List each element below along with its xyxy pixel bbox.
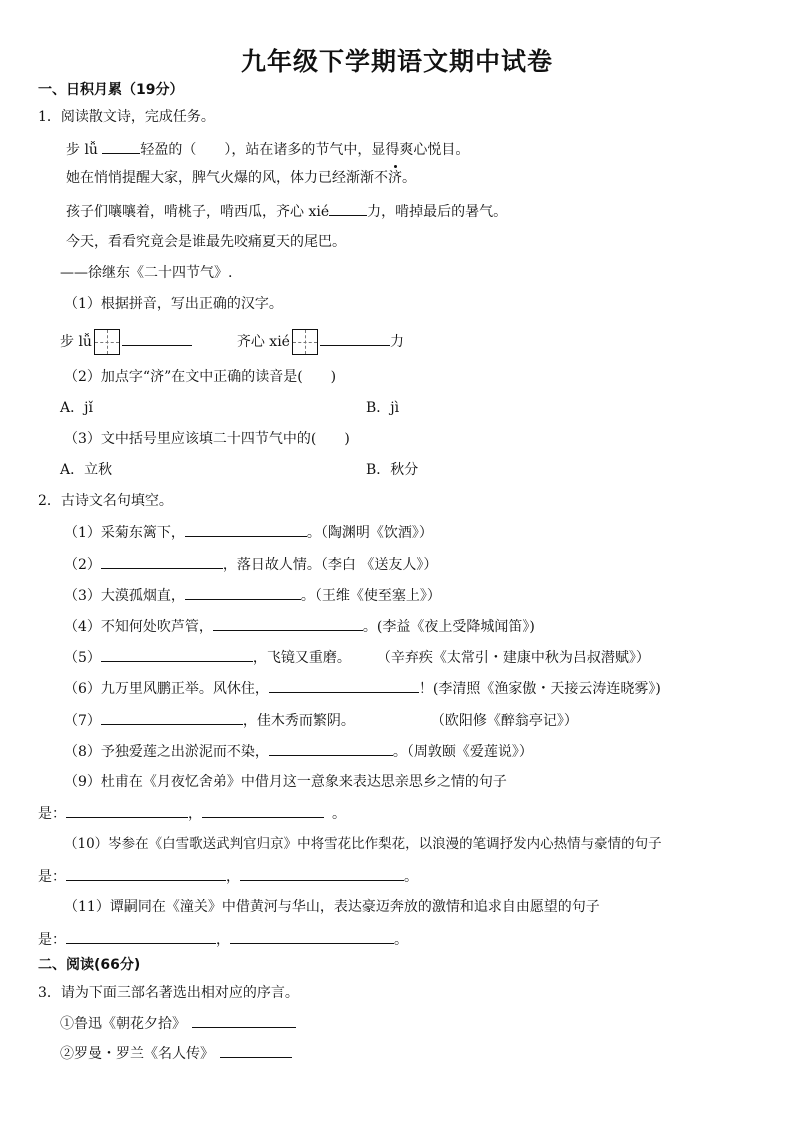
q2-item-1 — [64, 522, 433, 543]
item-text: （1）采菊东篱下， — [64, 525, 185, 541]
item-text: 是： — [38, 932, 66, 948]
q2-item-3 — [64, 585, 441, 606]
pinyin-label: 齐心 xié — [236, 334, 290, 350]
q2-item-6 — [64, 678, 661, 699]
answer-blank[interactable] — [101, 554, 223, 569]
item-text: （4）不知何处吹芦管， — [64, 619, 213, 635]
poem-text: 力，啃掉最后的暑气。 — [367, 204, 508, 220]
char-box[interactable] — [292, 329, 318, 355]
answer-blank[interactable] — [122, 331, 192, 346]
item-text: （7） — [64, 713, 101, 729]
item-source: 。(李益《夜上受降城闻笛》) — [362, 619, 535, 635]
option-a[interactable]: A．jǐ — [60, 400, 93, 416]
item-text: 。 — [394, 932, 408, 948]
section-2-heading: 二、阅读(66分) — [38, 957, 141, 973]
option-b[interactable]: B．jì — [366, 400, 400, 416]
q1-sub3: （3）文中括号里应该填二十四节气中的( ) — [64, 431, 350, 447]
q1-author: ——徐继东《二十四节气》. — [60, 265, 233, 281]
poem-text: 步 lǚ — [66, 142, 103, 158]
answer-blank[interactable] — [240, 866, 404, 881]
q1-sub1: （1）根据拼音，写出正确的汉字。 — [64, 296, 283, 312]
q1-poem-line-2 — [66, 168, 416, 188]
answer-blank[interactable] — [220, 1043, 292, 1058]
item-text: （8）予独爱莲之出淤泥而不染， — [64, 744, 269, 760]
book-title: ②罗曼・罗兰《名人传》 — [60, 1046, 214, 1062]
item-source: 。（陶渊明《饮酒》） — [306, 525, 433, 541]
answer-blank[interactable] — [102, 139, 140, 154]
option-b[interactable]: B．秋分 — [366, 462, 419, 478]
poem-text: 孩子们嚷嚷着，啃桃子，啃西瓜，齐心 xié — [66, 204, 330, 220]
q2-item-10: （10）岑参在《白雪歌送武判官归京》中将雪花比作梨花，以浪漫的笔调抒发内心热情与豪情的句子 — [64, 836, 662, 852]
q1-sub1-answers — [60, 329, 404, 355]
q2-item-5 — [64, 647, 650, 668]
answer-blank[interactable] — [320, 331, 390, 346]
answer-blank[interactable] — [230, 929, 394, 944]
answer-blank[interactable] — [269, 741, 393, 756]
answer-blank[interactable] — [269, 678, 419, 693]
answer-blank[interactable] — [66, 929, 216, 944]
char-box[interactable] — [94, 329, 120, 355]
item-text: 。 — [332, 806, 346, 822]
q2-item-7 — [64, 710, 578, 731]
q2-item-10-answer — [38, 866, 418, 887]
q2-item-11-answer — [38, 929, 408, 950]
poem-text: 。 — [402, 170, 416, 186]
q1-prompt: 1．阅读散文诗，完成任务。 — [38, 109, 215, 125]
item-source: ！(李清照《渔家傲・天接云涛连晓雾》) — [418, 681, 661, 697]
poem-text: 她在悄悄提醒大家，脾气火爆的风，体力已经渐渐不 — [66, 170, 388, 186]
poem-text: 轻盈的（ ），站在诸多的节气中，显得爽心悦目。 — [140, 142, 470, 158]
item-source: （欧阳修《醉翁亭记》） — [430, 713, 578, 729]
q2-item-8 — [64, 741, 533, 762]
item-text: 。 — [404, 869, 418, 885]
item-text: （5） — [64, 650, 101, 666]
answer-blank[interactable] — [66, 803, 188, 818]
item-source: 。（周敦颐《爱莲说》） — [392, 744, 533, 760]
q2-item-9: （9）杜甫在《月夜忆舍弟》中借月这一意象来表达思亲思乡之情的句子 — [64, 774, 507, 790]
answer-blank[interactable] — [202, 803, 324, 818]
book-title: ①鲁迅《朝花夕拾》 — [60, 1016, 186, 1032]
page-title: 九年级下学期语文期中试卷 — [240, 47, 553, 76]
q1-sub2: （2）加点字“济”在文中正确的读音是( ) — [64, 369, 337, 385]
q2-item-9-answer — [38, 803, 346, 824]
q3-prompt: 3．请为下面三部名著选出相对应的序言。 — [38, 985, 299, 1001]
q1-poem-line-4: 今天，看看究竟会是谁最先咬痛夏天的尾巴。 — [66, 234, 346, 250]
item-text: 是： — [38, 869, 66, 885]
item-text: ，飞镜又重磨。 — [252, 650, 351, 666]
item-text: （2） — [64, 557, 101, 573]
answer-blank[interactable] — [185, 522, 307, 537]
item-text: ，佳木秀而繁阴。 — [242, 713, 355, 729]
q1-poem-line-1 — [66, 139, 469, 160]
q1-poem-line-3 — [66, 201, 507, 222]
answer-blank[interactable] — [213, 616, 363, 631]
option-a[interactable]: A．立秋 — [60, 462, 113, 478]
answer-blank[interactable] — [185, 585, 301, 600]
item-source: （辛弃疾《太常引・建康中秋为吕叔潜赋》） — [376, 650, 650, 666]
answer-blank[interactable] — [101, 647, 253, 662]
item-text: 是： — [38, 806, 66, 822]
q2-item-2 — [64, 554, 437, 575]
q2-item-4 — [64, 616, 535, 637]
q2-prompt: 2．古诗文名句填空。 — [38, 493, 173, 509]
dotted-char: 济 — [388, 170, 402, 186]
answer-blank[interactable] — [192, 1013, 296, 1028]
item-text: （6）九万里风鹏正举。风休住， — [64, 681, 269, 697]
item-text: ， — [226, 869, 240, 885]
answer-blank[interactable] — [101, 710, 243, 725]
item-source: ，落日故人情。（李白 《送友人》） — [222, 557, 438, 573]
item-text: （3）大漠孤烟直， — [64, 588, 185, 604]
answer-blank[interactable] — [66, 866, 226, 881]
q2-item-11: （11）谭嗣同在《潼关》中借黄河与华山，表达豪迈奔放的激情和追求自由愿望的句子 — [64, 899, 600, 915]
pinyin-end: 力 — [389, 334, 404, 350]
item-text: ， — [216, 932, 230, 948]
answer-blank[interactable] — [329, 201, 367, 216]
item-source: 。（王维《使至塞上》） — [300, 588, 441, 604]
item-text: ， — [188, 806, 202, 822]
q3-item-a — [60, 1013, 296, 1034]
pinyin-label: 步 lǚ — [60, 334, 92, 350]
q3-item-b — [60, 1043, 292, 1064]
section-1-heading: 一、日积月累（19分） — [38, 82, 184, 98]
